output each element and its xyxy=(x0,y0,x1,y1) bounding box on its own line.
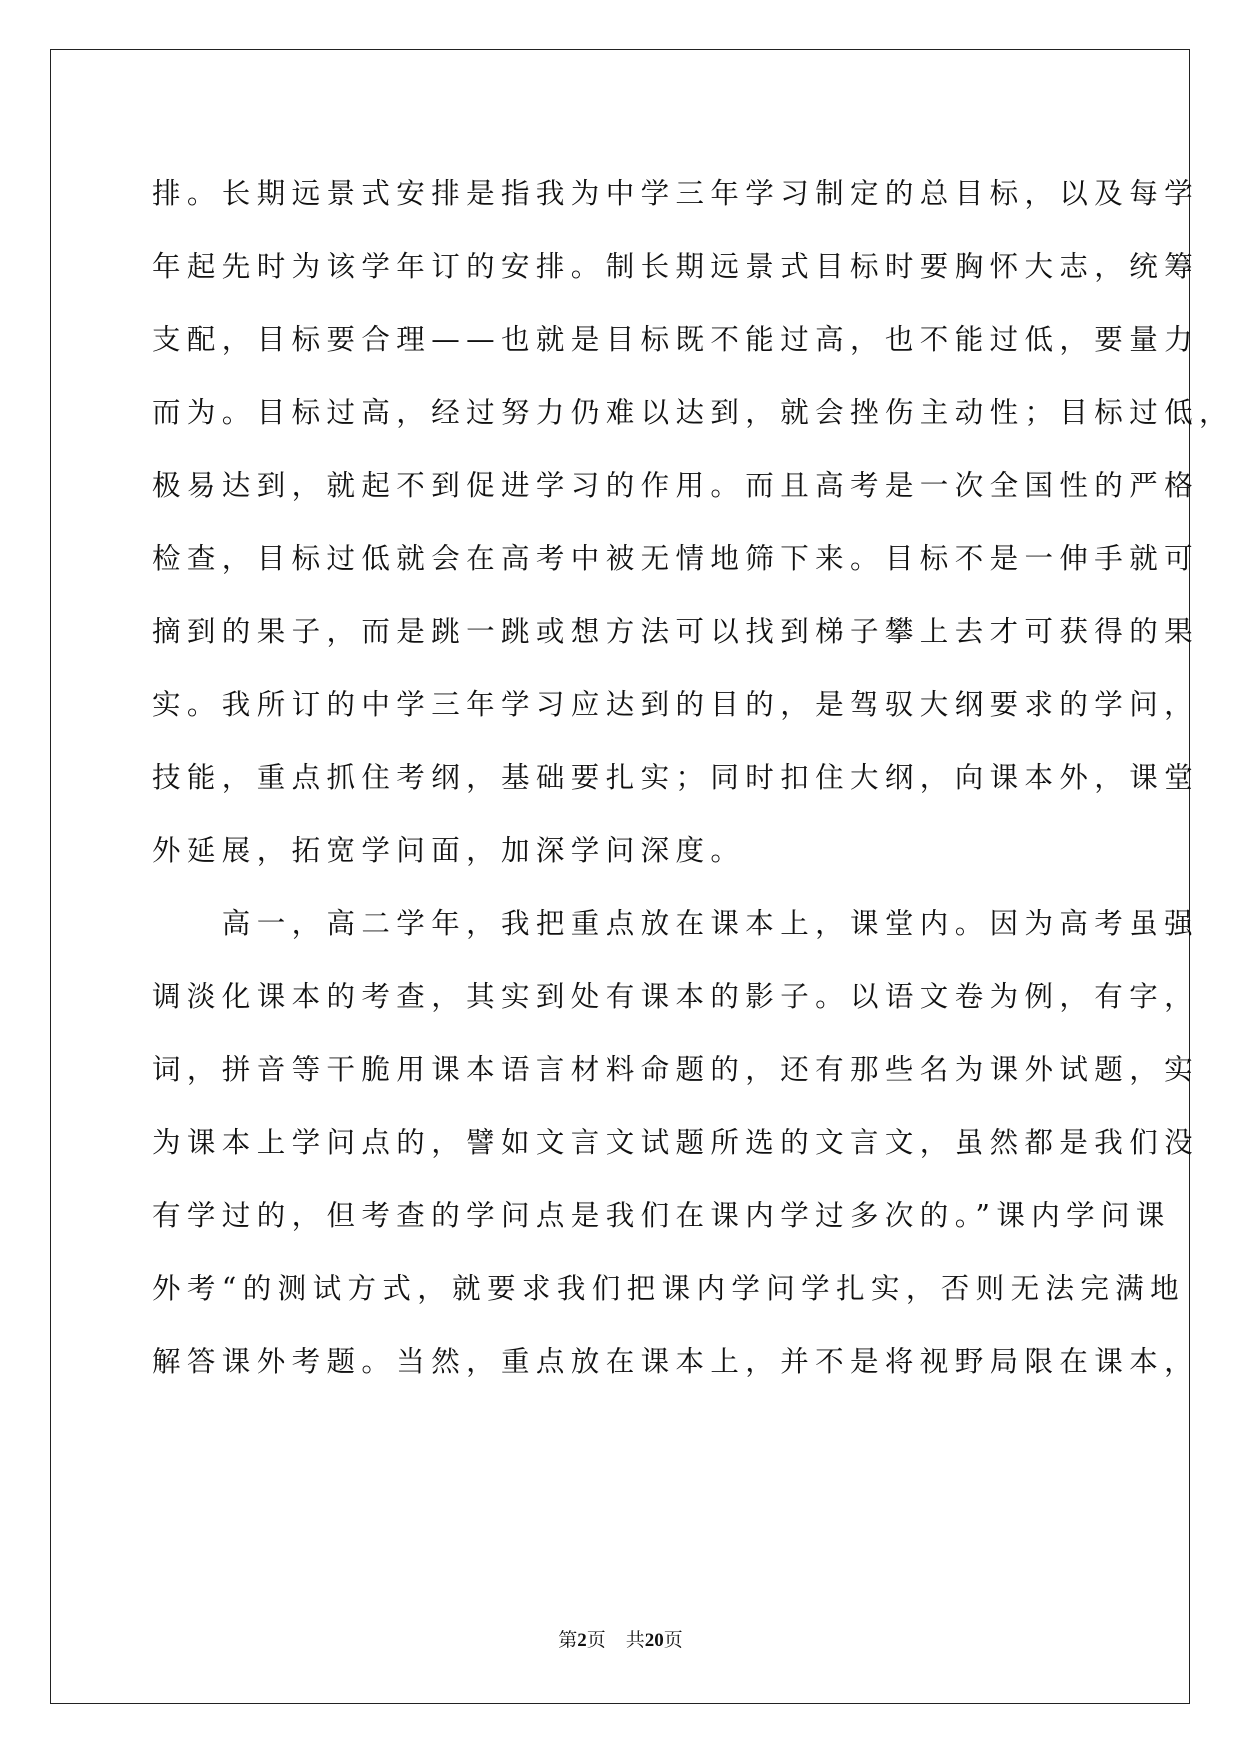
text-line: 检查，目标过低就会在高考中被无情地筛下来。目标不是一伸手就可 xyxy=(152,542,1200,575)
text-line: 高一，高二学年，我把重点放在课本上，课堂内。因为高考虽强 xyxy=(152,907,1200,940)
text-line: 调淡化课本的考查，其实到处有课本的影子。以语文卷为例，有字， xyxy=(152,980,1200,1013)
text-line: 极易达到，就起不到促进学习的作用。而且高考是一次全国性的严格 xyxy=(152,469,1200,502)
page-footer xyxy=(0,1628,1241,1653)
text-line: 年起先时为该学年订的安排。制长期远景式目标时要胸怀大志，统筹 xyxy=(152,250,1200,283)
text-line: 解答课外考题。当然，重点放在课本上，并不是将视野局限在课本， xyxy=(152,1345,1200,1378)
text-line: 摘到的果子，而是跳一跳或想方法可以找到梯子攀上去才可获得的果 xyxy=(152,615,1200,648)
document-body xyxy=(152,157,1234,1398)
text-line: 为课本上学问点的，譬如文言文试题所选的文言文，虽然都是我们没 xyxy=(152,1126,1200,1159)
text-line: 外延展，拓宽学问面，加深学问深度。 xyxy=(152,834,746,867)
page-label-suffix: 页 xyxy=(586,1629,606,1651)
text-line: 排。长期远景式安排是指我为中学三年学习制定的总目标，以及每学 xyxy=(152,177,1200,210)
text-line: 而为。目标过高，经过努力仍难以达到，就会挫伤主动性；目标过低， xyxy=(152,396,1234,429)
text-line: 词，拼音等干脆用课本语言材料命题的，还有那些名为课外试题，实 xyxy=(152,1053,1200,1086)
text-line: 技能，重点抓住考纲，基础要扎实；同时扣住大纲，向课本外，课堂 xyxy=(152,761,1200,794)
text-line: 有学过的，但考查的学问点是我们在课内学过多次的。”课内学问课 xyxy=(152,1199,1171,1232)
text-line: 支配，目标要合理——也就是目标既不能过高，也不能过低，要量力 xyxy=(152,323,1200,356)
total-pages: 20 xyxy=(644,1630,664,1651)
total-label-suffix: 页 xyxy=(663,1629,683,1651)
text-line: 实。我所订的中学三年学习应达到的目的，是驾驭大纲要求的学问， xyxy=(152,688,1200,721)
page-label-prefix: 第 xyxy=(558,1629,578,1651)
total-label-prefix: 共 xyxy=(625,1629,645,1651)
page-number: 2 xyxy=(577,1630,587,1651)
text-line: 外考“的测试方式，就要求我们把课内学问学扎实，否则无法完满地 xyxy=(152,1272,1186,1305)
